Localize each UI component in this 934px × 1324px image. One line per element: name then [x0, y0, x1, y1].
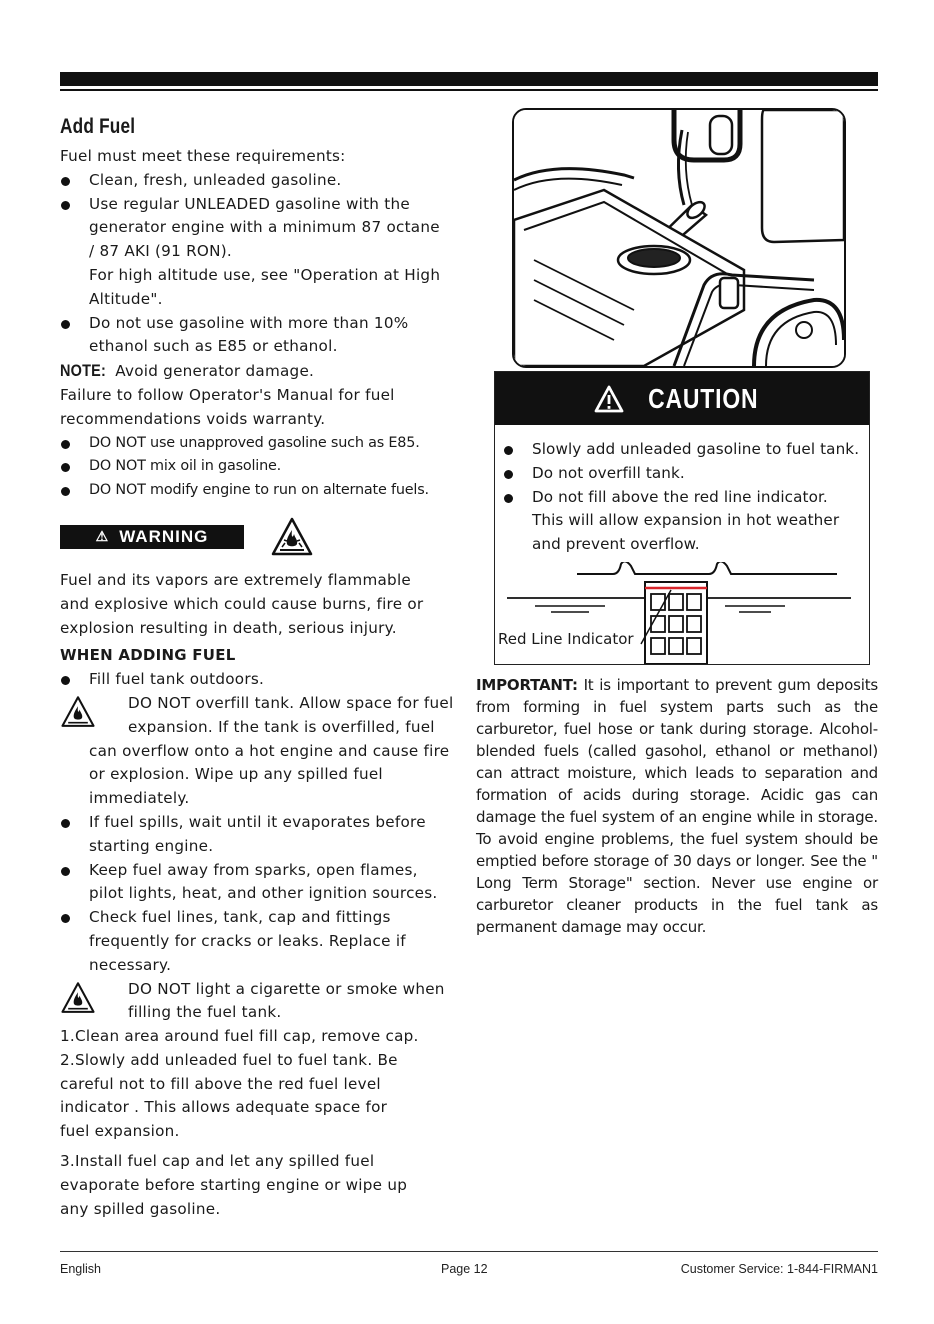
adding-line: Check fuel lines, tank, cap and fittings: [89, 908, 391, 927]
caution-item: Do not fill above the red line indicator.: [503, 486, 865, 510]
note-text: Failure to follow Operator's Manual for fuel: [60, 385, 395, 404]
adding-line: If fuel spills, wait until it evaporates before: [89, 812, 426, 831]
fueling-illustration: [512, 108, 846, 368]
fuel-can-nozzle-image: [514, 110, 844, 366]
important-label: IMPORTANT:: [476, 676, 578, 694]
page-title: Add Fuel: [60, 115, 136, 138]
step-line: 3.Install fuel cap and let any spilled fuel: [60, 1152, 375, 1171]
adding-line: starting engine.: [89, 836, 214, 855]
smoke-caution-paragraph: [60, 978, 475, 1026]
intro-text: Fuel must meet these requirements:: [60, 147, 346, 165]
step-line: indicator . This allows adequate space for: [60, 1098, 388, 1117]
note-label: NOTE:: [60, 361, 107, 381]
requirement-line: generator engine with a minimum 87 octane: [89, 218, 440, 237]
note-item: DO NOT modify engine to run on alternate fuels.: [60, 479, 475, 503]
caution-label: CAUTION: [647, 382, 759, 414]
left-column: [60, 112, 475, 1221]
requirement-line: Clean, fresh, unleaded gasoline.: [89, 170, 342, 189]
step-line: fuel expansion.: [60, 1122, 180, 1141]
step-1: 1.Clean area around fuel fill cap, remove cap.: [60, 1027, 419, 1046]
step-line: any spilled gasoline.: [60, 1199, 221, 1218]
requirement-line: / 87 AKI (91 RON).: [89, 242, 232, 261]
warning-badge: [60, 525, 244, 549]
requirement-item: [60, 193, 475, 312]
footer-customer-service: Customer Service: 1-844-FIRMAN1: [680, 1262, 878, 1276]
warning-triangle-icon: [594, 385, 624, 413]
fire-caution-paragraph: [60, 692, 475, 811]
note-text: Avoid generator damage.: [115, 362, 315, 381]
requirement-line: ethanol such as E85 or ethanol.: [89, 337, 338, 356]
requirement-item: [60, 312, 475, 360]
requirement-line: Do not use gasoline with more than 10%: [89, 313, 409, 332]
caution-box: [494, 371, 870, 665]
step-2: [60, 1049, 475, 1144]
fire-caution-line: or explosion. Wipe up any spilled fuel: [89, 765, 383, 784]
caution-list: [503, 438, 865, 557]
requirement-line: Use regular UNLEADED gasoline with the: [89, 194, 410, 213]
section-heading: WHEN ADDING FUEL: [60, 646, 236, 665]
step-line: careful not to fill above the red fuel level: [60, 1074, 381, 1093]
red-line-indicator-diagram: [495, 562, 869, 664]
caution-item: Slowly add unleaded gasoline to fuel tank.: [503, 438, 865, 462]
step-line: evaporate before starting engine or wipe up: [60, 1175, 408, 1194]
adding-item: [60, 859, 475, 907]
requirement-line: Altitude".: [89, 289, 163, 308]
smoke-caution-line: filling the fuel tank.: [128, 1003, 282, 1022]
caution-note: This will allow expansion in hot weather: [532, 511, 840, 530]
adding-line: Keep fuel away from sparks, open flames,: [89, 860, 418, 879]
fire-caution-line: immediately.: [89, 789, 190, 808]
note-line: [60, 359, 475, 384]
fire-caution-line: expansion. If the tank is overfilled, fuel: [128, 717, 435, 736]
note-item: DO NOT mix oil in gasoline.: [60, 455, 475, 479]
step-line: 2.Slowly add unleaded fuel to fuel tank. Be: [60, 1050, 398, 1069]
step-3: [60, 1150, 475, 1221]
warning-row: [60, 511, 475, 563]
footer-rule: [60, 1251, 878, 1252]
important-text: It is important to prevent gum deposits from forming in fuel system parts such as the carburetor, fuel hose or tank during storage. Alcohol-blended fuels (called gasohol, ethanol or methanol) can attract moisture, which leads to separation and formation of acids during storage. Acidic gas can damage the fuel system of an engine while in storage. To avoid engine problems, the fuel system should be emptied before storage of 30 days or longer. See the " Long Term Storage" section. Never use engine or carburetor cleaner products in the fuel tank as permanent damage may occur.: [476, 676, 878, 936]
fire-caution-line: DO NOT overfill tank. Allow space for fuel: [128, 693, 454, 712]
adding-line: frequently for cracks or leaks. Replace if: [89, 931, 406, 950]
footer-page-number: Page 12: [441, 1262, 488, 1276]
fire-hazard-icon: [60, 694, 96, 730]
warning-text: explosion resulting in death, serious injury.: [60, 618, 397, 637]
adding-item: Fill fuel tank outdoors.: [60, 668, 475, 692]
fire-caution-line: can overflow onto a hot engine and cause fire: [89, 741, 450, 760]
requirement-line: For high altitude use, see "Operation at High: [89, 265, 441, 284]
caution-header: [495, 372, 869, 425]
adding-line: necessary.: [89, 955, 172, 974]
warning-triangle-icon: ⚠: [95, 528, 110, 545]
fire-hazard-icon: [270, 516, 314, 558]
note-item: DO NOT use unapproved gasoline such as E85.: [60, 432, 475, 456]
header-bar: [60, 72, 878, 86]
adding-line: pilot lights, heat, and other ignition sources.: [89, 884, 438, 903]
note-text: recommendations voids warranty.: [60, 409, 326, 428]
caution-note: and prevent overflow.: [532, 535, 700, 554]
red-line-label: Red Line Indicator: [498, 630, 634, 648]
header-rule: [60, 89, 878, 91]
warning-label: WARNING: [119, 527, 209, 547]
fire-hazard-icon: [60, 980, 96, 1016]
smoke-caution-line: DO NOT light a cigarette or smoke when: [128, 979, 445, 998]
footer-language: English: [60, 1262, 101, 1276]
warning-text: Fuel and its vapors are extremely flammable: [60, 570, 412, 589]
adding-item: [60, 906, 475, 977]
requirement-item: [60, 169, 475, 193]
important-paragraph: [476, 674, 878, 938]
caution-item: Do not overfill tank.: [503, 462, 865, 486]
warning-text: and explosive which could cause burns, fire or: [60, 594, 424, 613]
adding-item: [60, 811, 475, 859]
